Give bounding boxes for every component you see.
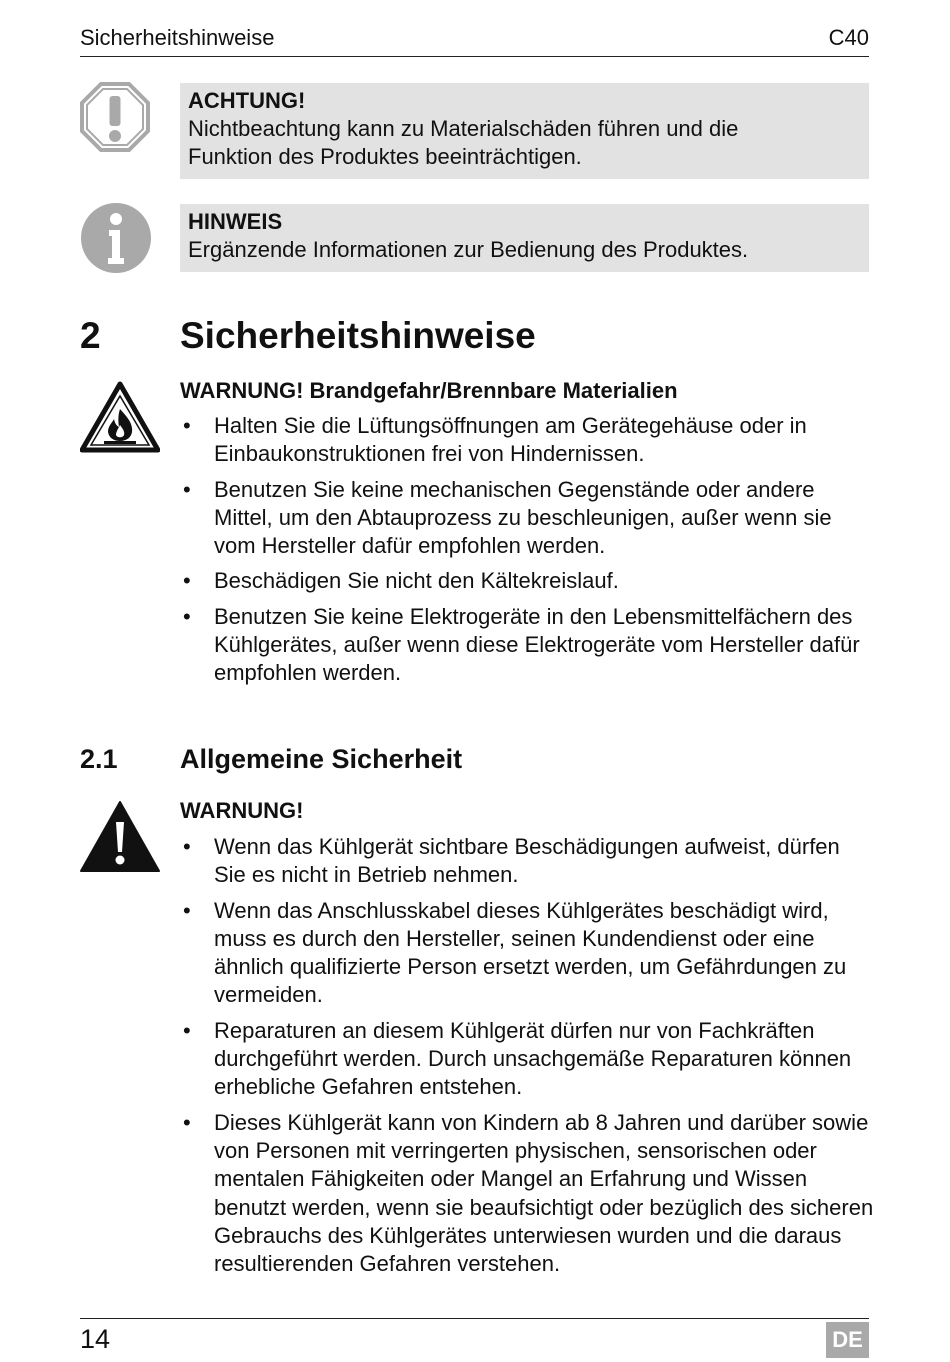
section-title: Sicherheitshinweise [180, 315, 536, 356]
list-item: • Benutzen Sie keine Elektrogeräte in den Lebensmittelfächern des Kühlgerätes, außer wenn diese Elektrogeräte vom Hersteller dafür empfohlen werden. [214, 603, 874, 688]
page-number: 14 [80, 1324, 111, 1354]
list-item: • Wenn das Anschlusskabel dieses Kühlgerätes beschädigt wird, muss es durch den Hersteller, seinen Kundendienst oder eine ähnlich qualifizierte Person ersetzt werden, um Gefährdungen zu vermeiden. [214, 897, 874, 1010]
list-item: • Wenn das Kühlgerät sichtbare Beschädigungen aufweist, dürfen Sie es nicht in Betrieb nehmen. [214, 833, 874, 890]
footer-divider [80, 1318, 869, 1319]
fire-warning-title: WARNUNG! Brandgefahr/Brennbare Materialien [180, 378, 678, 403]
header-divider [80, 56, 869, 57]
list-item: • Halten Sie die Lüftungsöffnungen am Gerätegehäuse oder in Einbaukonstruktionen frei von Hindernissen. [214, 412, 874, 469]
list-item: • Reparaturen an diesem Kühlgerät dürfen nur von Fachkräften durchgeführt werden. Durch unsachgemäße Reparaturen können erhebliche Gefahren entstehen. [214, 1017, 874, 1102]
notice-achtung-line-1: Nichtbeachtung kann zu Materialschäden führen und die [188, 116, 739, 141]
subsection-title: Allgemeine Sicherheit [180, 744, 463, 774]
notice-achtung-title: ACHTUNG! [188, 88, 306, 113]
list-item: • Dieses Kühlgerät kann von Kindern ab 8 Jahren und darüber sowie von Personen mit verringerten physischen, sensorischen oder mentalen Fähigkeiten oder Mangel an Erfahrung und Wissen benutzt werden, wenn sie beaufsichtigt oder bezüglich des sicheren Gebrauchs des Kühlgerätes unterwiesen wurden und die daraus resultierenden Gefahren verstehen. [214, 1109, 874, 1279]
list-item: • Benutzen Sie keine mechanischen Gegenstände oder andere Mittel, um den Abtauprozess zu beschleunigen, außer wenn sie vom Hersteller dafür empfohlen werden. [214, 476, 874, 561]
header-section-title: Sicherheitshinweise [80, 25, 275, 50]
general-warning-list [214, 833, 874, 1285]
notice-hinweis-line-1: Ergänzende Informationen zur Bedienung des Produktes. [188, 237, 749, 262]
notice-hinweis-title: HINWEIS [188, 209, 283, 234]
language-badge: DE [826, 1322, 869, 1358]
notice-achtung [180, 83, 869, 179]
section-number: 2 [80, 315, 101, 356]
header-model: C40 [828, 25, 869, 50]
notice-achtung-line-2: Funktion des Produktes beeinträchtigen. [188, 144, 582, 169]
subsection-number: 2.1 [80, 744, 118, 774]
warning-triangle-icon [80, 800, 160, 872]
notice-hinweis [180, 204, 869, 272]
stop-octagon-exclamation-icon [80, 82, 150, 152]
info-circle-icon [80, 202, 152, 274]
general-warning-title: WARNUNG! [180, 798, 304, 823]
list-item: • Beschädigen Sie nicht den Kältekreislauf. [214, 567, 874, 595]
flammable-warning-triangle-icon [80, 381, 160, 453]
fire-warning-list [214, 412, 874, 695]
